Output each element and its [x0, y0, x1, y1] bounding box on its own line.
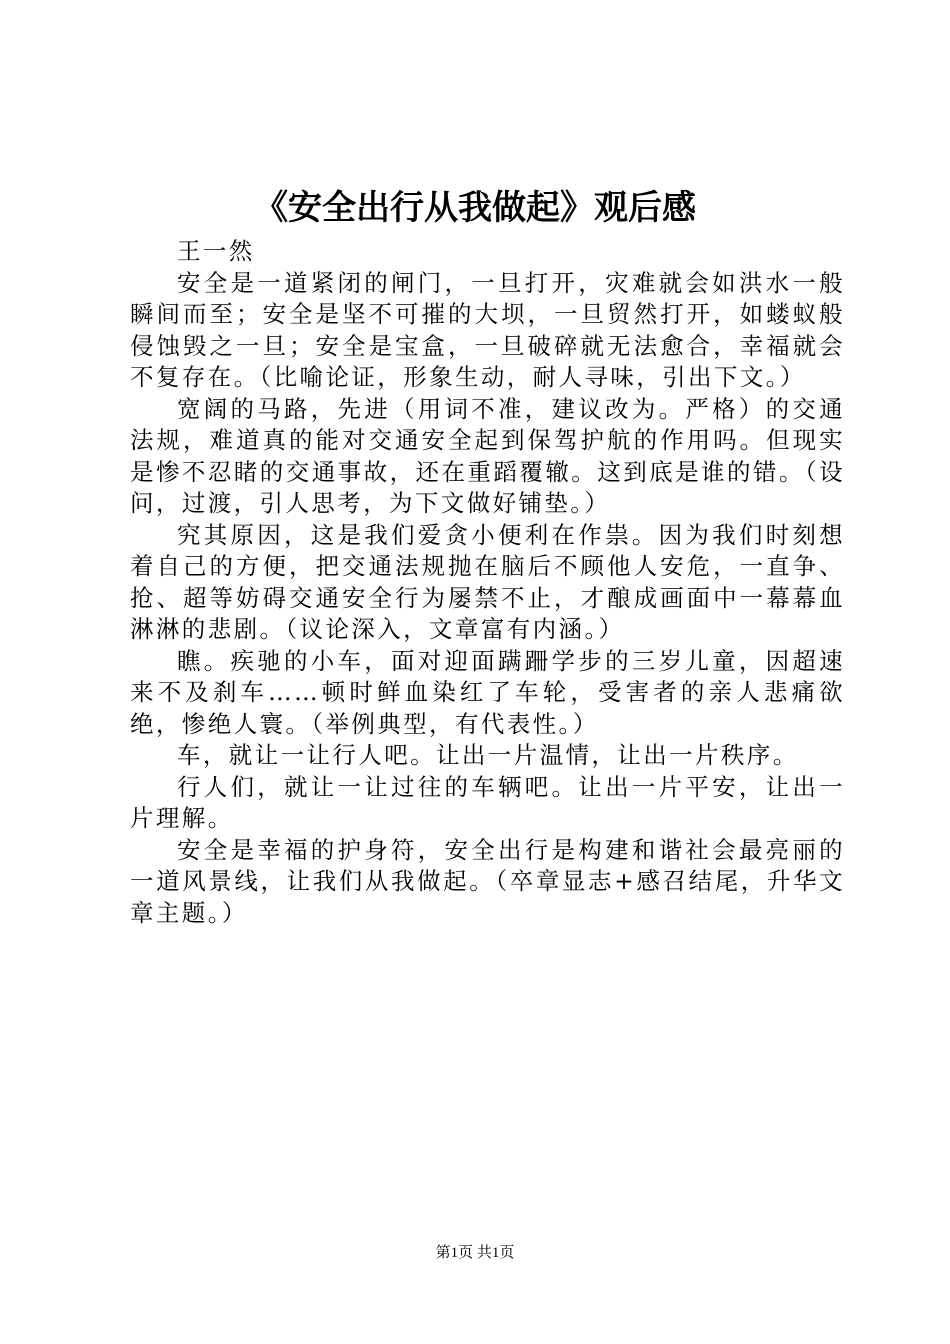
- document-title: 《安全出行从我做起》观后感: [254, 188, 696, 228]
- paragraph-1: 安全是一道紧闭的闸门，一旦打开，灾难就会如洪水一般瞬间而至；安全是坚不可摧的大坝，一旦贸然打开，如蝼蚁般侵蚀毁之一旦；安全是宝盒，一旦破碎就无法愈合，幸福就会不复存在。（比喻论证，形象生动，耐人寻味，引出下文。）: [130, 268, 845, 391]
- paragraph-2: 宽阔的马路，先进（用词不准，建议改为。严格）的交通法规，难道真的能对交通安全起到保驾护航的作用吗。但现实是惨不忍睹的交通事故，还在重蹈覆辙。这到底是谁的错。（设问，过渡，引人思考，为下文做好铺垫。）: [130, 394, 845, 517]
- page-number-footer: 第1页 共1页: [435, 1245, 515, 1261]
- paragraph-3: 究其原因，这是我们爱贪小便利在作祟。因为我们时刻想着自己的方便，把交通法规抛在脑后不顾他人安危，一直争、抢、超等妨碍交通安全行为屡禁不止，才酿成画面中一幕幕血淋淋的悲剧。（议论深入，文章富有内涵。）: [130, 520, 845, 643]
- paragraph-7: 安全是幸福的护身符，安全出行是构建和谐社会最亮丽的一道风景线，让我们从我做起。（卒章显志+感召结尾，升华文章主题。）: [130, 835, 845, 927]
- paragraph-4: 瞧。疾驰的小车，面对迎面蹒跚学步的三岁儿童，因超速来不及刹车……顿时鲜血染红了车轮，受害者的亲人悲痛欲绝，惨绝人寰。（举例典型，有代表性。）: [130, 646, 845, 738]
- document-body: [130, 236, 845, 929]
- paragraph-5: 车，就让一让行人吧。让出一片温情，让出一片秩序。: [177, 741, 799, 769]
- paragraph-6: 行人们，就让一让过往的车辆吧。让出一片平安，让出一片理解。: [130, 772, 845, 832]
- author-name: 王一然: [177, 237, 255, 265]
